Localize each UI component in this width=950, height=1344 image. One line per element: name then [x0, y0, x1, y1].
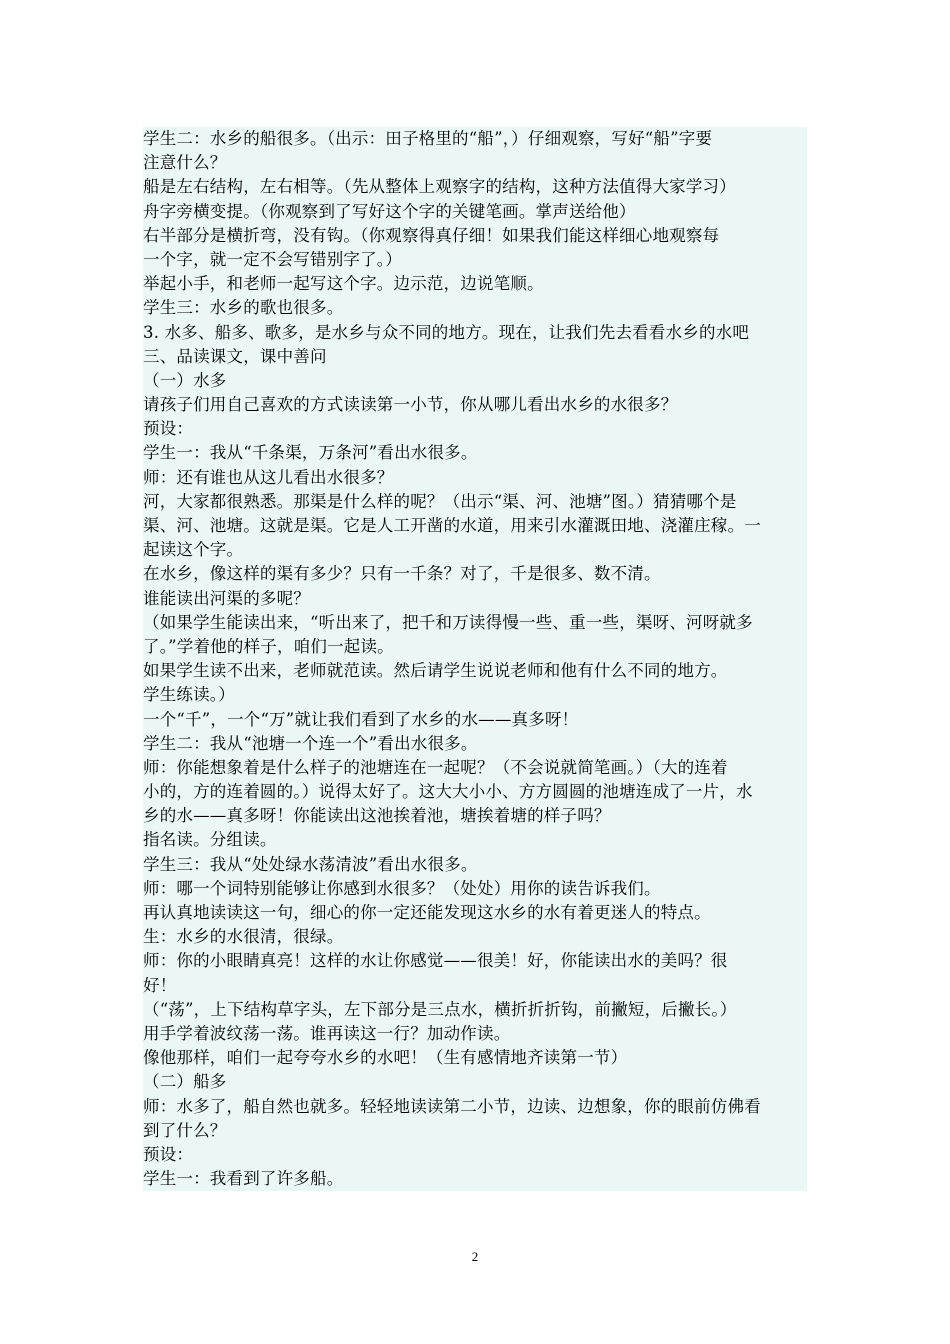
text-line: 学生二：水乡的船很多。（出示：田子格里的“船”，）仔细观察，写好“船”字要: [143, 129, 713, 148]
page-number: 2: [471, 1249, 479, 1264]
text-line: 乡的水——真多呀！你能读出这池挨着池，塘挨着塘的样子吗？: [143, 806, 611, 826]
text-line: 预设：: [143, 1144, 194, 1164]
text-line: 学生三：水乡的歌也很多。: [143, 298, 344, 318]
text-line: （“荡”，上下结构草字头，左下部分是三点水，横折折折钩，前撇短，后撇长。）: [143, 999, 737, 1019]
text-line: 舟字旁横变提。（你观察到了写好这个字的关键笔画。掌声送给他）: [143, 201, 636, 221]
text-line: 右半部分是横折弯，没有钩。（你观察得真仔细！如果我们能这样细心地观察每: [143, 225, 720, 245]
text-line: 起读这个字。: [143, 540, 244, 560]
text-line: 师：你的小眼睛真亮！这样的水让你感觉——很美！好，你能读出水的美吗？很: [143, 951, 728, 971]
text-line: 师：水多了，船自然也就多。轻轻地读读第二小节，边读、边想象，你的眼前仿佛看: [143, 1096, 761, 1116]
text-line: 学生一：我看到了许多船。: [143, 1169, 344, 1189]
document-body: [143, 127, 807, 1191]
text-line: 师：你能想象着是什么样子的池塘连在一起呢？（不会说就简笔画。）（大的连着: [143, 757, 728, 777]
text-line: 再认真地读读这一句，细心的你一定还能发现这水乡的水有着更迷人的特点。: [143, 903, 711, 922]
text-line: 渠、河、池塘。这就是渠。它是人工开凿的水道，用来引水灌溉田地、浇灌庄稼。一: [143, 516, 761, 535]
text-line: 河，大家都很熟悉。那渠是什么样的呢？（出示“渠、河、池塘”图。）猜猜哪个是: [143, 491, 737, 511]
text-line: 生：水乡的水很清，很绿。: [143, 927, 344, 947]
text-line: 用手学着波纹荡一荡。谁再读这一行？加动作读。: [143, 1023, 511, 1043]
text-line: 学生二：我从“池塘一个连一个”看出水很多。: [143, 733, 478, 753]
text-line: （二）船多: [143, 1072, 227, 1092]
text-line: 了。”学着他的样子，咱们一起读。: [143, 636, 394, 656]
text-line: 学生练读。）: [143, 685, 235, 705]
text-line: 一个字，就一定不会写错别字了。）: [143, 249, 402, 269]
text-line: 如果学生读不出来，老师就范读。然后请学生说说老师和他有什么不同的地方。: [143, 661, 728, 681]
text-line: 注意什么？: [143, 153, 227, 173]
text-line: 到了什么？: [143, 1120, 227, 1140]
text-line: 3. 水多、船多、歌多，是水乡与众不同的地方。现在，让我们先去看看水乡的水吧: [143, 322, 750, 342]
text-line: 请孩子们用自己喜欢的方式读读第一小节，你从哪儿看出水乡的水很多？: [143, 395, 678, 415]
text-line: 船是左右结构，左右相等。（先从整体上观察字的结构，这种方法值得大家学习）: [143, 177, 736, 197]
text-line: 好！: [143, 975, 177, 995]
text-line: 学生三：我从“处处绿水荡清波”看出水很多。: [143, 854, 478, 874]
text-line: 举起小手，和老师一起写这个字。边示范，边说笔顺。: [143, 274, 544, 294]
text-line: 师：还有谁也从这儿看出水很多？: [143, 467, 394, 487]
text-line: 在水乡，像这样的渠有多少？只有一千条？对了，千是很多、数不清。: [143, 564, 661, 584]
text-line: 谁能读出河渠的多呢？: [143, 588, 310, 608]
text-line: 一个“千”，一个“万”就让我们看到了水乡的水——真多呀！: [143, 709, 579, 729]
text-line: 指名读。分组读。: [143, 830, 277, 850]
text-line: 三、品读课文，课中善问: [143, 346, 327, 366]
text-line: 预设：: [143, 419, 194, 439]
text-line: （一）水多: [143, 370, 227, 390]
text-line: 像他那样，咱们一起夸夸水乡的水吧！（生有感情地齐读第一节）: [143, 1048, 628, 1068]
text-line: 小的，方的连着圆的。）说得太好了。这大大小小、方方圆圆的池塘连成了一片，水: [143, 782, 753, 802]
text-line: 学生一：我从“千条渠，万条河”看出水很多。: [143, 443, 478, 463]
text-line: （如果学生能读出来，“听出来了，把千和万读得慢一些、重一些，渠呀、河呀就多: [143, 612, 753, 632]
text-line: 师：哪一个词特别能够让你感到水很多？（处处）用你的读告诉我们。: [143, 878, 661, 898]
